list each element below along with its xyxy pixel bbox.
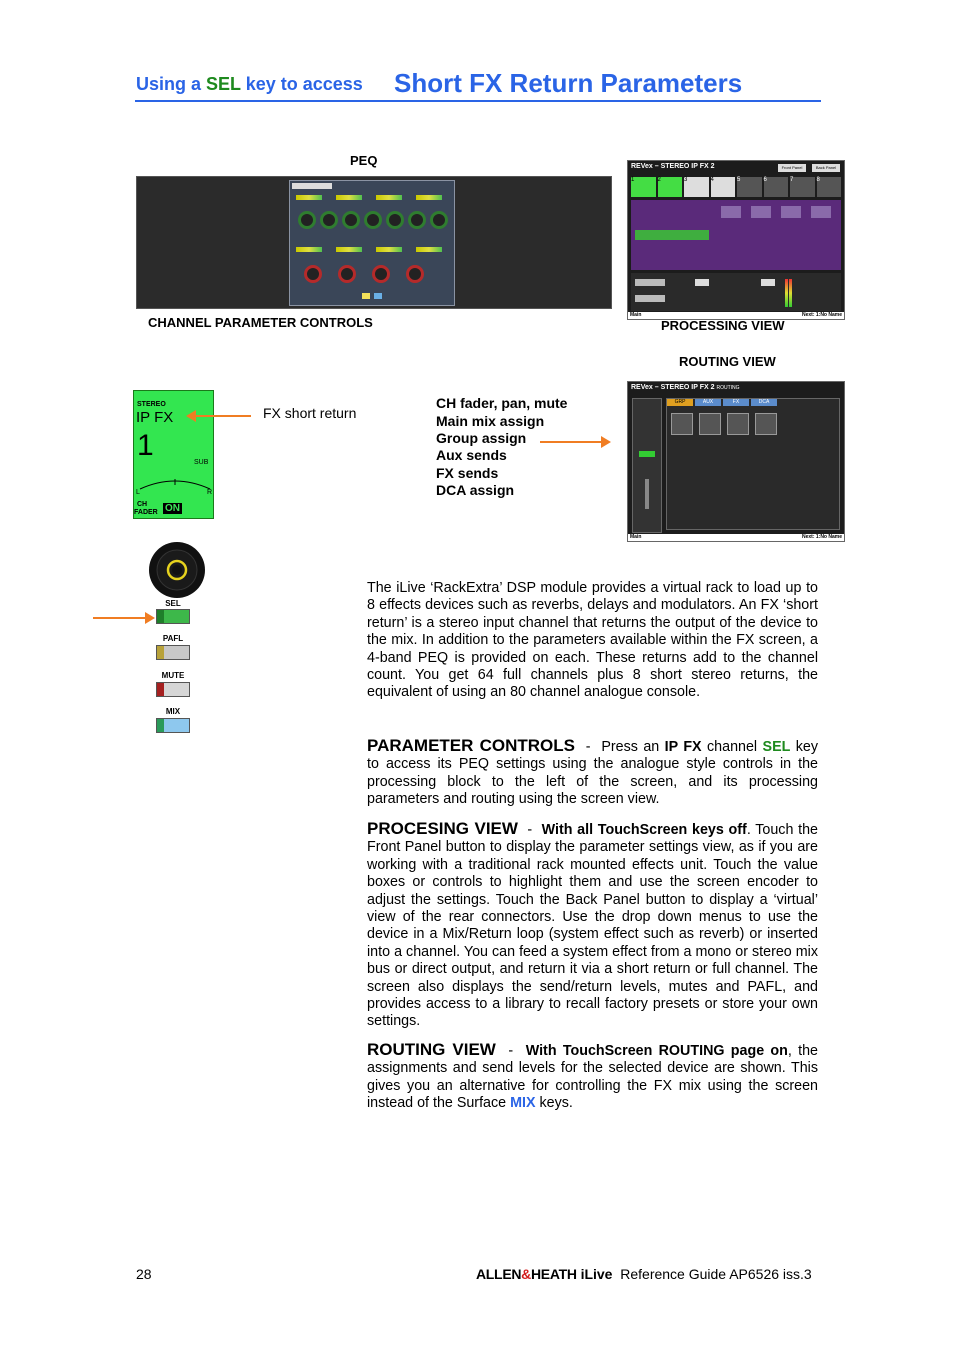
product-name: iLive [580,1266,613,1282]
lcd-right-label: R [207,489,213,496]
bold-term: With TouchScreen ROUTING page on [525,1043,788,1059]
fx-slot[interactable]: 6 [764,177,789,197]
footer-reference [476,1266,812,1282]
peq-gain-knob[interactable] [320,211,338,229]
bold-term: With all TouchScreen keys off [541,822,747,838]
processing-view-heading: PROCESING VIEW [367,819,518,838]
text-span: key to access its PEQ settings using the analogue style controls in the processing block to the left of the screen, and its processing parameters and routing using the screen view. [367,739,819,808]
text-span: Press an [601,739,660,755]
fx-slot[interactable]: 7 [790,177,815,197]
peq-caption: PEQ [350,153,378,168]
routing-on-button[interactable] [639,451,655,457]
lcd-channel-number: 1 [137,429,154,462]
fx-slot[interactable]: 5 [737,177,762,197]
preset-dropdown[interactable] [635,230,709,240]
processing-view-paragraph [367,820,818,1031]
mute-key[interactable] [156,682,190,697]
intro-paragraph: The iLive ‘RackExtra’ DSP module provides a virtual rack to load up to 8 effects devices such as reverbs, delays and modulators. An FX ‘short return’ is a stereo input channel that returns the output of the device to the mix. In addition to the parameters available within the FX screen, a 4-band PEQ is provided on each. These returns add to the channel count. You get 64 full channels plus 8 short stereo returns, the equivalent of using an 80 channel analogue console. [367,580,818,701]
back-panel-button[interactable]: Back Panel [812,164,840,172]
page-title: Short FX Return Parameters [394,68,743,98]
tab-fx[interactable]: FX [723,399,749,406]
front-panel-button[interactable]: Front Panel [778,164,806,172]
text-span: keys. [539,1095,573,1112]
reference-text: Reference Guide AP6526 iss.3 [620,1266,812,1282]
peq-gain-knob[interactable] [408,211,426,229]
peq-freq-knob[interactable] [372,265,390,283]
return-dropdown[interactable] [635,295,665,302]
lcd-stereo-label: STEREO [137,401,166,408]
dash: - [508,1043,514,1059]
header-prefix [136,74,363,95]
routing-tabs [667,399,777,406]
fx-slot-row [631,177,841,197]
routing-view-heading: ROUTING VIEW [367,1040,496,1059]
routing-list-item: Main mix assign [436,413,545,429]
peq-in-button[interactable] [362,293,370,299]
group-assign-box[interactable] [755,413,777,435]
arrow-head [145,612,155,624]
peq-gain-knob[interactable] [386,211,404,229]
routing-screen-title [631,384,740,391]
fx-slot[interactable]: 2 [658,177,683,197]
group-assign-box[interactable] [671,413,693,435]
tab-dca[interactable]: DCA [751,399,777,406]
header-prefix-2: key to access [245,74,363,94]
routing-title-suffix: ROUTING [716,385,740,391]
routing-assign-area [666,398,840,530]
peq-gain-knob[interactable] [342,211,360,229]
peq-freq-knob[interactable] [304,265,322,283]
text-span: channel [707,739,758,755]
fx-slot[interactable]: 4 [711,177,736,197]
brand-part: HEATH [530,1266,577,1282]
send-dropdown[interactable] [635,279,665,286]
lcd-channel-name: IP FX [136,409,174,426]
arrow-head [601,436,611,448]
mix-term: MIX [510,1095,536,1112]
fx-value-box[interactable] [721,206,741,218]
group-assign-box[interactable] [727,413,749,435]
footer-right-label: Next: 1:No Name [801,534,842,540]
text-span: . Touch the Front Panel button to display the parameter settings view, as if you are working with a traditional rack mounted effects unit. Touch the value boxes or controls to highlight them and use the screen encoder to adjust the settings. Touch the Back Panel button to display a ‘virtual’ view of the rear connectors. Use the drop down menus to use the device in a Mix/Return loop (system effect such as reverb) or inserted into a channel. You can feed a system effect from a mono or stereo mix bus or direct output, and return it via a short return or full channel. The screen also displays the send/return levels, mutes and PAFL, and provides access to a library to recall factory presets or store your own settings. [367,822,818,1030]
sel-key-label: SEL [165,599,181,608]
arrow-line [93,617,146,619]
send-return-levels [631,273,841,311]
brand-part: ALLEN [476,1266,522,1282]
lcd-ch-label: CH [137,501,148,508]
return-meter [785,279,788,307]
fx-slot[interactable]: 1 [631,177,656,197]
lcd-pan-arc [138,471,212,491]
channel-lcd-display [133,390,214,519]
peq-gain-knob[interactable] [298,211,316,229]
routing-list-item: Aux sends [436,447,507,463]
channel-parameter-controls-caption: CHANNEL PARAMETER CONTROLS [148,315,373,330]
peq-freq-knob[interactable] [406,265,424,283]
fx-value-box[interactable] [751,206,771,218]
routing-fader[interactable] [645,479,649,509]
routing-list-item: FX sends [436,465,499,481]
footer-right-label: Next: 1:No Name [801,312,842,318]
fx-slot[interactable]: 8 [817,177,842,197]
parameter-controls-paragraph [367,737,818,809]
text-span: , the assignments and send levels for the selected device are shown. This gives you an alternative for controlling the FX mix using the screen instead of the Surface [367,1043,819,1112]
page-number: 28 [136,1266,152,1282]
brand-logo [476,1266,577,1282]
processing-view-caption: PROCESSING VIEW [661,318,785,333]
ip-fx-term: IP FX [664,739,702,755]
routing-view-caption: ROUTING VIEW [679,354,776,369]
header-prefix-1: Using a [136,74,202,94]
fx-value-box[interactable] [811,206,831,218]
dash: - [585,739,591,755]
header-sel: SEL [206,74,241,94]
parameter-controls-heading: PARAMETER CONTROLS [367,736,575,755]
dash: - [527,822,533,838]
arrow-line [540,441,602,443]
return-meter [789,279,792,307]
processing-view-screen [627,160,845,320]
fx-short-return-label: FX short return [263,405,357,421]
group-assign-box[interactable] [699,413,721,435]
routing-view-paragraph [367,1041,818,1113]
routing-screen-footer [628,534,844,541]
lcd-left-label: L [136,489,140,496]
routing-list-item: DCA assign [436,482,515,498]
routing-list-item: CH fader, pan, mute [436,395,568,411]
footer-left-label: Main [630,312,642,318]
peq-gain-knob[interactable] [430,211,448,229]
return-level-box[interactable] [761,279,775,286]
mix-key-label: MIX [165,707,181,716]
fx-slot[interactable]: 3 [684,177,709,197]
pafl-key[interactable] [156,645,190,660]
peq-led-button[interactable] [374,293,382,299]
send-level-box[interactable] [695,279,709,286]
mix-key[interactable] [156,718,190,733]
lcd-sub-label: SUB [194,459,209,466]
arrow-line [195,415,251,417]
tab-grp[interactable]: GRP [667,399,693,406]
lcd-on-indicator: ON [165,503,180,514]
sel-term: SEL [762,739,791,755]
routing-view-screen [627,381,845,542]
fx-front-panel-view [631,200,841,270]
tab-aux[interactable]: AUX [695,399,721,406]
lcd-fader-label: FADER [134,509,158,516]
peq-label-plate [292,183,332,189]
peq-control-block [289,180,455,306]
peq-gain-knob[interactable] [364,211,382,229]
routing-channel-strip [632,398,662,533]
brand-ampersand: & [521,1266,531,1282]
pafl-key-label: PAFL [162,634,184,643]
routing-title-text: REVex – STEREO IP FX 2 [631,384,715,391]
processing-screen-title: REVex – STEREO IP FX 2 [631,163,715,170]
rotary-encoder[interactable] [148,541,206,599]
header-rule [135,100,821,102]
footer-left-label: Main [630,534,642,540]
peq-freq-knob[interactable] [338,265,356,283]
routing-list-item: Group assign [436,430,527,446]
mute-key-label: MUTE [161,671,185,680]
fx-value-box[interactable] [781,206,801,218]
sel-key[interactable] [156,609,190,624]
